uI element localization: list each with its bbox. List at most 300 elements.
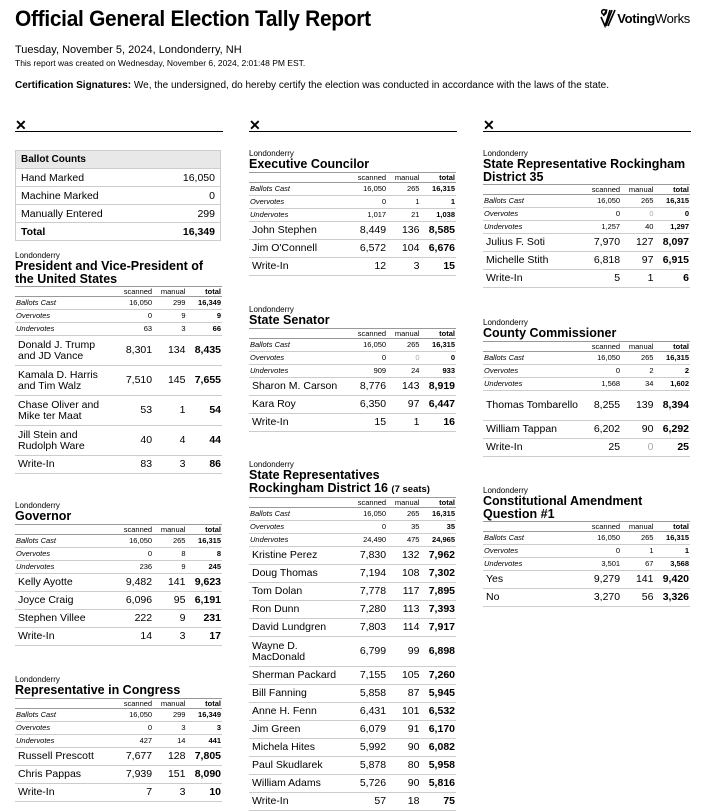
scanned-value: 16,050 [583,351,621,364]
total-value: 5,945 [420,685,456,703]
candidate-name: Bill Fanning [249,685,349,703]
total-value: 7,917 [420,619,456,637]
col-header-total: total [420,172,456,182]
summary-row [15,297,222,310]
scanned-value: 0 [349,521,387,534]
manual-value: 143 [387,377,420,395]
contest-title-text: State Representative Rockingham District 35 [483,157,686,184]
candidate-row [15,456,222,474]
candidate-row [249,721,456,739]
total-value: 6,191 [186,591,222,609]
candidate-name: Write-In [15,627,115,645]
summary-label: Ballots Cast [483,195,583,208]
scanned-value: 7,778 [349,583,387,601]
candidate-name: Write-In [249,793,349,811]
total-value: 25 [654,438,690,456]
total-value: 6,532 [420,703,456,721]
total-value: 2 [654,364,690,377]
candidate-name: No [483,589,583,607]
summary-label: Overvotes [249,351,349,364]
summary-label: Ballots Cast [483,532,583,545]
scanned-value: 7,939 [115,765,153,783]
col-header-total: total [186,524,222,534]
total-value: 66 [186,323,222,336]
manual-value: 67 [621,558,654,571]
contest-district: Londonderry [249,305,294,314]
total-value: 75 [420,793,456,811]
summary-label: Undervotes [483,377,583,390]
total-value: 5,958 [420,757,456,775]
candidate-row [15,336,222,366]
manual-value: 265 [621,195,654,208]
summary-label: Ballots Cast [15,297,115,310]
page-title: Official General Election Tally Report [15,6,371,31]
scanned-value: 236 [115,560,153,573]
summary-row [15,734,222,747]
contest-executive-councilor [249,149,456,276]
scanned-value: 1,017 [349,208,387,221]
manual-value: 114 [387,619,420,637]
signature-line [483,117,691,132]
total-value: 7,655 [186,366,222,396]
candidate-row [249,637,456,667]
manual-value: 91 [387,721,420,739]
candidate-row [249,221,456,239]
candidate-name: Chase Oliver and Mike ter Maat [15,396,115,426]
candidate-row [483,420,690,438]
summary-row [483,532,690,545]
manual-value: 104 [387,239,420,257]
scanned-value: 3,270 [583,589,621,607]
manual-value: 1 [387,413,420,431]
total-value: 10 [186,783,222,801]
summary-label: Overvotes [483,545,583,558]
candidate-name: Sharon M. Carson [249,377,349,395]
logo-text-bold: Voting [617,10,655,26]
scanned-value: 3,501 [583,558,621,571]
summary-row [483,351,690,364]
summary-row [15,534,222,547]
col-header-label [483,522,583,532]
scanned-value: 6,202 [583,420,621,438]
contest-results-table [483,521,690,607]
candidate-name: Write-In [249,257,349,275]
scanned-value: 427 [115,734,153,747]
manual-value: 24 [387,364,420,377]
manual-value: 1 [621,270,654,288]
candidate-row [249,757,456,775]
manual-value: 9 [153,560,186,573]
scanned-value: 16,050 [115,534,153,547]
summary-label: Undervotes [249,208,349,221]
logo-text-regular: Works [654,10,690,26]
manual-value: 265 [387,182,420,195]
manual-value: 1 [153,396,186,426]
candidate-name: Tom Dolan [249,583,349,601]
contest-title [15,510,222,523]
manual-value: 134 [153,336,186,366]
row-value: 16,050 [156,169,221,187]
manual-value: 136 [387,221,420,239]
contest-governor [15,501,222,646]
total-value: 7,260 [420,667,456,685]
scanned-value: 16,050 [349,338,387,351]
col-header-manual: manual [153,524,186,534]
total-value: 8 [186,547,222,560]
total-value: 8,919 [420,377,456,395]
row-value: 299 [156,205,221,223]
candidate-name: Write-In [15,456,115,474]
contest-results-table [249,497,456,811]
manual-value: 132 [387,547,420,565]
total-value: 1,297 [654,221,690,234]
total-value: 1 [654,545,690,558]
scanned-value: 1,257 [583,221,621,234]
total-value: 231 [186,609,222,627]
total-value: 8,435 [186,336,222,366]
scanned-value: 1,568 [583,377,621,390]
candidate-name: Michelle Stith [483,252,583,270]
total-value: 9 [186,310,222,323]
scanned-value: 14 [115,627,153,645]
manual-value: 80 [387,757,420,775]
col-header-label [249,172,349,182]
summary-row [483,208,690,221]
scanned-value: 6,799 [349,637,387,667]
candidate-name: William Tappan [483,420,583,438]
contest-results-table [15,286,222,474]
scanned-value: 8,255 [583,390,621,420]
contest-state-senator [249,305,456,432]
total-value: 5,816 [420,775,456,793]
manual-value: 3 [153,456,186,474]
total-value: 6,676 [420,239,456,257]
contest-state-reps-district-16 [249,460,456,811]
summary-label: Ballots Cast [249,338,349,351]
col-header-scanned: scanned [583,185,621,195]
candidate-name: Ron Dunn [249,601,349,619]
total-value: 6,898 [420,637,456,667]
contest-title-text: President and Vice-President of the United States [15,259,204,286]
total-value: 44 [186,426,222,456]
col-header-total: total [186,287,222,297]
scanned-value: 6,431 [349,703,387,721]
col-header-label [15,287,115,297]
summary-label: Ballots Cast [15,708,115,721]
total-value: 6,292 [654,420,690,438]
candidate-row [249,739,456,757]
candidate-name: Donald J. Trump and JD Vance [15,336,115,366]
contest-title-text: Governor [15,509,72,523]
manual-value: 97 [387,395,420,413]
candidate-name: Doug Thomas [249,565,349,583]
summary-label: Ballots Cast [15,534,115,547]
manual-value: 14 [153,734,186,747]
col-header-total: total [420,498,456,508]
col-header-scanned: scanned [583,341,621,351]
col-header-total: total [186,698,222,708]
scanned-value: 0 [349,195,387,208]
created-timestamp: This report was created on Wednesday, November 6, 2024, 2:01:48 PM EST. [15,58,306,68]
col-header-scanned: scanned [349,498,387,508]
contest-district: Londonderry [249,460,294,469]
total-value: 6,082 [420,739,456,757]
scanned-value: 63 [115,323,153,336]
scanned-value: 0 [115,547,153,560]
contest-representative-in-congress [15,675,222,802]
summary-row [249,521,456,534]
total-value: 1,602 [654,377,690,390]
manual-value: 265 [621,351,654,364]
summary-row [249,351,456,364]
contest-title-text: Representative in Congress [15,683,181,697]
col-header-manual: manual [621,341,654,351]
candidate-row [15,609,222,627]
summary-label: Undervotes [249,534,349,547]
candidate-name: Chris Pappas [15,765,115,783]
candidate-name: Thomas Tombarello [483,390,583,420]
col-header-label [15,524,115,534]
ballot-counts-title: Ballot Counts [16,151,221,169]
candidate-row [249,685,456,703]
candidate-row [249,601,456,619]
manual-value: 2 [621,364,654,377]
col-header-total: total [420,328,456,338]
candidate-row [249,547,456,565]
manual-value: 56 [621,589,654,607]
total-value: 86 [186,456,222,474]
scanned-value: 7,803 [349,619,387,637]
candidate-row [249,775,456,793]
candidate-row [15,366,222,396]
scanned-value: 5 [583,270,621,288]
summary-row [15,547,222,560]
summary-row [483,221,690,234]
contest-district: Londonderry [483,318,528,327]
col-header-manual: manual [387,328,420,338]
candidate-name: Anne H. Fenn [249,703,349,721]
row-label: Manually Entered [16,205,156,223]
total-value: 6,447 [420,395,456,413]
summary-label: Overvotes [483,364,583,377]
total-value: 6,170 [420,721,456,739]
summary-row [249,195,456,208]
manual-value: 1 [387,195,420,208]
manual-value: 3 [387,257,420,275]
summary-label: Undervotes [15,323,115,336]
total-value: 35 [420,521,456,534]
manual-value: 21 [387,208,420,221]
scanned-value: 6,818 [583,252,621,270]
scanned-value: 40 [115,426,153,456]
cert-label: Certification Signatures: [15,80,132,91]
total-value: 16 [420,413,456,431]
total-value: 0 [654,208,690,221]
contest-seats: (7 seats) [391,483,430,495]
candidate-row [249,257,456,275]
summary-row [249,364,456,377]
candidate-row [15,426,222,456]
total-value: 16,315 [420,508,456,521]
manual-value: 97 [621,252,654,270]
ballot-counts-table [15,150,221,241]
contest-title-text: Constitutional Amendment Question #1 [483,494,643,521]
signature-line [15,117,223,132]
manual-value: 127 [621,234,654,252]
manual-value: 3 [153,721,186,734]
total-label: Total [21,225,46,238]
summary-label: Ballots Cast [249,182,349,195]
manual-value: 299 [153,297,186,310]
summary-row [483,195,690,208]
manual-value: 265 [153,534,186,547]
candidate-row [15,783,222,801]
summary-row [15,721,222,734]
total-value: 6,915 [654,252,690,270]
candidate-row [249,703,456,721]
contest-title-text: Executive Councilor [249,157,370,171]
total-value: 8,394 [654,390,690,420]
contest-title [249,469,456,496]
scanned-value: 8,449 [349,221,387,239]
manual-value: 3 [153,783,186,801]
scanned-value: 16,050 [583,195,621,208]
summary-row [483,364,690,377]
scanned-value: 7,970 [583,234,621,252]
contest-title [483,327,690,340]
summary-row [249,208,456,221]
manual-value: 265 [621,532,654,545]
scanned-value: 9,482 [115,573,153,591]
candidate-name: John Stephen [249,221,349,239]
scanned-value: 16,050 [115,297,153,310]
summary-label: Undervotes [483,221,583,234]
manual-value: 3 [153,323,186,336]
signature-x-icon: ✕ [249,117,261,133]
manual-value: 141 [621,571,654,589]
total-value: 9,420 [654,571,690,589]
contest-county-commissioner [483,318,690,457]
row-value: 0 [156,187,221,205]
scanned-value: 15 [349,413,387,431]
contest-title [249,158,456,171]
scanned-value: 83 [115,456,153,474]
scanned-value: 5,992 [349,739,387,757]
manual-value: 34 [621,377,654,390]
candidate-row [249,377,456,395]
col-header-label [249,498,349,508]
manual-value: 113 [387,601,420,619]
summary-row [249,534,456,547]
col-header-scanned: scanned [349,328,387,338]
contest-district: Londonderry [15,675,60,684]
scanned-value: 0 [115,721,153,734]
contest-title-text: State Senator [249,313,330,327]
contest-results-table [483,341,690,457]
col-header-label [483,341,583,351]
candidate-row [483,589,690,607]
summary-row [249,338,456,351]
col-header-scanned: scanned [115,287,153,297]
scanned-value: 0 [349,351,387,364]
manual-value: 475 [387,534,420,547]
row-label: Machine Marked [16,187,156,205]
total-value: 24,965 [420,534,456,547]
candidate-name: Russell Prescott [15,747,115,765]
total-value: 245 [186,560,222,573]
summary-label: Undervotes [15,560,115,573]
contest-district: Londonderry [249,149,294,158]
candidate-name: David Lundgren [249,619,349,637]
signature-x-icon: ✕ [15,117,27,133]
candidate-row [15,573,222,591]
manual-value: 145 [153,366,186,396]
scanned-value: 7,830 [349,547,387,565]
scanned-value: 9,279 [583,571,621,589]
manual-value: 105 [387,667,420,685]
manual-value: 1 [621,545,654,558]
summary-label: Overvotes [249,521,349,534]
col-header-total: total [654,522,690,532]
contest-title [15,260,222,285]
scanned-value: 5,878 [349,757,387,775]
candidate-row [483,438,690,456]
candidate-name: Yes [483,571,583,589]
total-value: 8,090 [186,765,222,783]
total-value: 16,349 [186,297,222,310]
scanned-value: 7,510 [115,366,153,396]
candidate-row [249,239,456,257]
total-value: 16,315 [420,182,456,195]
col-header-manual: manual [621,185,654,195]
contest-results-table [483,184,690,288]
total-value: 16,315 [654,532,690,545]
contest-results-table [15,524,222,646]
summary-label: Undervotes [15,734,115,747]
manual-value: 95 [153,591,186,609]
scanned-value: 16,050 [115,708,153,721]
summary-row [15,560,222,573]
manual-value: 108 [387,565,420,583]
col-header-manual: manual [387,498,420,508]
candidate-name: Sherman Packard [249,667,349,685]
summary-label: Ballots Cast [249,508,349,521]
candidate-row [15,747,222,765]
summary-row [249,508,456,521]
contest-district: Londonderry [483,486,528,495]
votingworks-logo [600,8,690,28]
scanned-value: 0 [583,208,621,221]
col-header-manual: manual [153,698,186,708]
candidate-row [483,270,690,288]
scanned-value: 0 [115,310,153,323]
candidate-name: Write-In [15,783,115,801]
scanned-value: 24,490 [349,534,387,547]
candidate-row [15,627,222,645]
col-header-scanned: scanned [349,172,387,182]
col-header-manual: manual [387,172,420,182]
manual-value: 3 [153,627,186,645]
manual-value: 35 [387,521,420,534]
candidate-name: Jim O'Connell [249,239,349,257]
candidate-name: Paul Skudlarek [249,757,349,775]
manual-value: 299 [153,708,186,721]
col-header-manual: manual [621,522,654,532]
contest-state-rep-district-35 [483,149,690,288]
election-date: Tuesday, November 5, 2024, Londonderry, NH [15,44,242,56]
candidate-row [15,765,222,783]
manual-value: 0 [621,438,654,456]
